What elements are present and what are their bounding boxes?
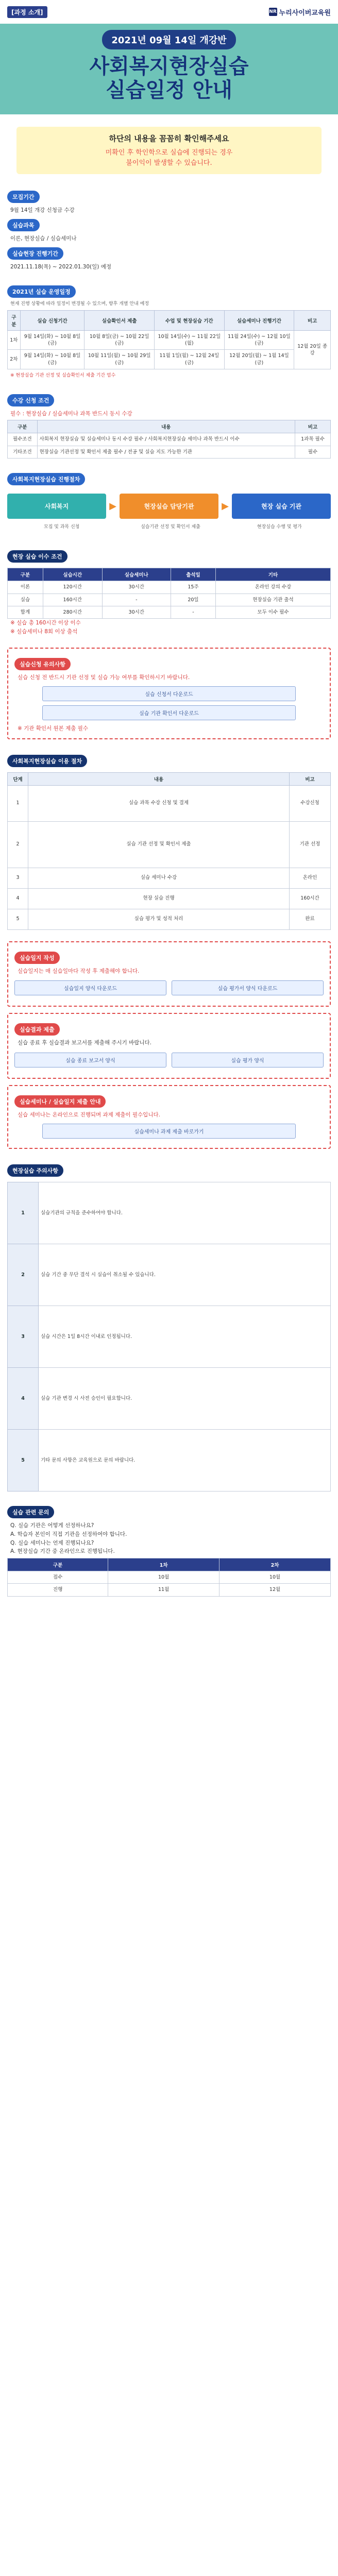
cell: 온라인 강의 수강 — [215, 581, 330, 594]
faq-item: Q. 실습 기관은 어떻게 선정하나요? — [10, 1522, 94, 1529]
flow-step-2: 현장실습 담당기관 — [120, 494, 218, 519]
table-row — [8, 446, 331, 458]
cell: 실습 과목 수강 신청 및 결제 — [28, 785, 290, 821]
schedule-footnote: ※ 현장실습 기관 선정 및 실습확인서 제출 기간 엄수 — [10, 373, 116, 379]
flow-label-3: 현장실습 수행 및 평가 — [257, 524, 302, 530]
table-row — [8, 868, 331, 888]
table-row — [8, 1306, 331, 1367]
section-process — [0, 745, 338, 935]
cell: 필수 — [295, 446, 330, 458]
notice-line2: 미확인 후 학인학으로 실습에 진행되는 경우 — [105, 149, 233, 157]
cell: 10월 — [108, 1571, 219, 1584]
cell: 1 — [8, 785, 28, 821]
timetable-table — [7, 568, 331, 619]
cell: 10월 11일(월) ~ 10월 29일(금) — [84, 350, 155, 369]
arrow-right-icon: ▶ — [109, 500, 116, 512]
cell: 1차 — [8, 330, 21, 350]
cell: 실습 평가 및 성적 처리 — [28, 909, 290, 929]
timetable-title: 현장 실습 이수 조건 — [7, 550, 67, 563]
schedule-header: 실습확인서 제출 — [84, 310, 155, 330]
cell: 완료 — [290, 909, 331, 929]
cell: 11월 24일(수) ~ 12월 10일(금) — [224, 330, 294, 350]
table-row — [8, 581, 331, 594]
result-buttons — [14, 1053, 324, 1067]
hero-title-2: 실습일정 안내 — [106, 78, 232, 102]
cell: 3 — [8, 868, 28, 888]
caution-line2: ※ 기관 확인서 원본 제출 필수 — [18, 725, 89, 732]
process-title: 사회복지현장실습 이용 절차 — [7, 755, 87, 767]
req-header: 구분 — [8, 420, 38, 433]
cell: 현장실습 기관 출석 — [215, 594, 330, 606]
section-requirement — [0, 385, 338, 464]
cell: 12월 20일(월) ~ 1월 14일(금) — [224, 350, 294, 369]
caution-title: 실습신청 유의사항 — [14, 658, 71, 670]
result-title: 실습결과 제출 — [14, 1023, 60, 1036]
notice-box — [16, 127, 322, 174]
cell: 이론 — [8, 581, 43, 594]
cell: 진행 — [8, 1584, 108, 1596]
cell: 30시간 — [102, 606, 171, 619]
header-bar — [0, 0, 338, 24]
period-text: 2021.11.18(목) ~ 2022.01.30(일) 예정 — [10, 263, 112, 270]
section-notes — [0, 1155, 338, 1497]
process-table — [7, 772, 331, 930]
cell: 10월 8일(금) ~ 10월 22일(금) — [84, 330, 155, 350]
cell: - — [102, 594, 171, 606]
submit-box — [7, 941, 331, 1007]
result-line: 실습 종료 후 실습결과 보고서를 제출해 주시기 바랍니다. — [18, 1040, 151, 1046]
cell: 접수 — [8, 1571, 108, 1584]
notes-num: 4 — [8, 1367, 39, 1429]
cell: 11월 1일(월) ~ 12월 24일(금) — [155, 350, 225, 369]
proc-header: 비고 — [290, 772, 331, 785]
cell: 15주 — [171, 581, 215, 594]
table-row — [8, 888, 331, 909]
flow-title: 사회복지현장실습 진행절차 — [7, 473, 85, 485]
requirement-table — [7, 420, 331, 459]
seminar-box — [7, 1085, 331, 1149]
notice-line1: 하단의 내용을 꼼꼼히 확인해주세요 — [109, 134, 229, 143]
hero-title: 사회복지현장실습 — [89, 55, 249, 78]
cell: 9월 14일(화) ~ 10월 8일(금) — [20, 330, 84, 350]
section-target — [0, 181, 338, 276]
schedule-table — [7, 310, 331, 369]
cell: - — [171, 606, 215, 619]
cell: 30시간 — [102, 581, 171, 594]
table-row — [8, 1244, 331, 1306]
download-report-button[interactable]: 실습 종료 보고서 양식 — [14, 1053, 166, 1067]
cell: 4 — [8, 888, 28, 909]
flow-step-3: 현장 실습 기관 — [232, 494, 331, 519]
period-title: 실습현장 진행기간 — [7, 247, 63, 260]
schedule-title: 2021년 실습 운영일정 — [7, 285, 76, 298]
caution-box — [7, 648, 331, 739]
seminar-submit-button[interactable]: 실습세미나 과제 제출 바로가기 — [42, 1124, 296, 1139]
notes-table — [7, 1182, 331, 1492]
section-timetable — [0, 541, 338, 641]
course-tag: [과정 소개] — [7, 6, 47, 18]
cell: 수강신청 — [290, 785, 331, 821]
cell: 9월 14일(화) ~ 10월 8일(금) — [20, 350, 84, 369]
cell: 160시간 — [43, 594, 102, 606]
table-row — [8, 821, 331, 868]
requirement-title: 수강 신청 조건 — [7, 394, 54, 406]
result-box — [7, 1013, 331, 1079]
submit-line: 실습일지는 매 실습일마다 작성 후 제출해야 합니다. — [18, 968, 140, 974]
notes-num: 3 — [8, 1306, 39, 1367]
seminar-title: 실습세미나 / 실습일지 제출 안내 — [14, 1095, 106, 1108]
schedule-header: 실습세미나 진행기간 — [224, 310, 294, 330]
cell: 현장실습 기관선정 및 확인서 제출 필수 / 전공 및 실습 지도 가능한 기관 — [37, 446, 295, 458]
section-flow — [0, 464, 338, 541]
section-faq — [0, 1497, 338, 1602]
cell: 온라인 — [290, 868, 331, 888]
schedule-header: 비고 — [294, 310, 331, 330]
cell: 모두 이수 필수 — [215, 606, 330, 619]
cell: 120시간 — [43, 581, 102, 594]
table-row — [8, 1571, 331, 1584]
proc-header: 단계 — [8, 772, 28, 785]
flow-step-1: 사회복지 — [7, 494, 106, 519]
table-row — [8, 909, 331, 929]
requirement-text: 필수 : 현장실습 / 실습세미나 과목 반드시 동시 수강 — [10, 410, 132, 417]
table-row — [8, 785, 331, 821]
class-text: 이론, 현장실습 / 실습세미나 — [10, 235, 77, 242]
tt-header: 출석일 — [171, 568, 215, 581]
download-evaluation-button[interactable]: 실습 평가서 양식 다운로드 — [172, 980, 324, 995]
section-schedule — [0, 276, 338, 384]
cell: 현장 실습 진행 — [28, 888, 290, 909]
table-row — [8, 1367, 331, 1429]
faq-title: 실습 관련 문의 — [7, 1506, 54, 1518]
req-header: 내용 — [37, 420, 295, 433]
cell: 실습 시간은 1일 8시간 이내로 인정됩니다. — [39, 1306, 331, 1367]
cell: 5 — [8, 909, 28, 929]
faq-header: 2차 — [219, 1558, 331, 1571]
flow-label-2: 실습기관 선정 및 확인서 제출 — [141, 524, 200, 530]
cell: 기타 문의 사항은 교육원으로 문의 바랍니다. — [39, 1429, 331, 1491]
download-result-eval-button[interactable]: 실습 평가 양식 — [172, 1053, 324, 1067]
logo-icon: NR — [269, 8, 277, 16]
table-row — [8, 1584, 331, 1596]
seminar-line: 실습 세미나는 온라인으로 진행되며 과제 제출이 필수입니다. — [18, 1112, 160, 1118]
cell: 필수조건 — [8, 433, 38, 446]
table-row — [8, 606, 331, 619]
brand-logo[interactable] — [269, 7, 331, 17]
hero-subtitle: 2021년 09월 14일 개강반 — [102, 30, 235, 49]
cell: 기관 선정 — [290, 821, 331, 868]
download-journal-button[interactable]: 실습일지 양식 다운로드 — [14, 980, 166, 995]
cell: 2 — [8, 821, 28, 868]
faq-item: A. 현장실습 기간 중 온라인으로 진행됩니다. — [10, 1548, 115, 1555]
notes-num: 2 — [8, 1244, 39, 1306]
cell: 20일 — [171, 594, 215, 606]
proc-header: 내용 — [28, 772, 290, 785]
cell: 160시간 — [290, 888, 331, 909]
cell: 실습 기간 중 무단 결석 시 실습이 취소될 수 있습니다. — [39, 1244, 331, 1306]
table-row — [8, 330, 331, 350]
req-header: 비고 — [295, 420, 330, 433]
download-application-button[interactable]: 실습 신청서 다운로드 — [42, 686, 296, 701]
download-confirmation-button[interactable]: 실습 기관 확인서 다운로드 — [42, 705, 296, 720]
cell: 기타조건 — [8, 446, 38, 458]
timetable-note2: ※ 실습세미나 8회 이상 출석 — [10, 629, 78, 635]
submit-title: 실습일지 작성 — [14, 952, 60, 964]
timetable-note1: ※ 실습 총 160시간 이상 이수 — [10, 620, 81, 626]
tt-header: 구분 — [8, 568, 43, 581]
schedule-header: 구분 — [8, 310, 21, 330]
faq-header: 1차 — [108, 1558, 219, 1571]
cell: 2차 — [8, 350, 21, 369]
tt-header: 실습세미나 — [102, 568, 171, 581]
table-row — [8, 350, 331, 369]
tt-header: 실습시간 — [43, 568, 102, 581]
flow-labels — [7, 524, 331, 531]
table-row — [8, 594, 331, 606]
faq-table — [7, 1558, 331, 1597]
hero-banner — [0, 24, 338, 114]
target-text: 9월 14일 개강 신청금 수강 — [10, 207, 75, 213]
arrow-right-icon: ▶ — [222, 500, 229, 512]
cell: 실습 기관 변경 시 사전 승인이 필요합니다. — [39, 1367, 331, 1429]
schedule-note: 현재 진행 상황에 따라 일정이 변경될 수 있으며, 향후 개별 안내 예정 — [10, 301, 149, 307]
tt-header: 기타 — [215, 568, 330, 581]
cell: 11월 — [108, 1584, 219, 1596]
table-row — [8, 433, 331, 446]
faq-item: Q. 실습 세미나는 언제 진행되나요? — [10, 1539, 94, 1546]
class-title: 실습과목 — [7, 219, 40, 231]
cell: 1과목 필수 — [295, 433, 330, 446]
schedule-header: 실습 신청기간 — [20, 310, 84, 330]
notes-num: 1 — [8, 1182, 39, 1244]
cell: 10월 14일(수) ~ 11월 22일(월) — [155, 330, 225, 350]
table-row — [8, 1182, 331, 1244]
cell: 실습 기관 선정 및 확인서 제출 — [28, 821, 290, 868]
cell: 사회복지 현장실습 및 실습세미나 동시 수강 필수 / 사회복지현장실습 세미나 과목 반드시 이수 — [37, 433, 295, 446]
cell: 12월 20일 종강 — [294, 330, 331, 369]
table-row — [8, 1429, 331, 1491]
logo-text: 누리사이버교육원 — [279, 9, 331, 17]
cell: 실습 — [8, 594, 43, 606]
notes-num: 5 — [8, 1429, 39, 1491]
faq-item: A. 학습자 본인이 직접 기관을 선정하여야 합니다. — [10, 1531, 127, 1537]
cell: 합계 — [8, 606, 43, 619]
caution-line1: 실습 신청 전 반드시 기관 선정 및 실습 가능 여부를 확인하시기 바랍니다. — [18, 674, 190, 681]
cell: 12월 — [219, 1584, 331, 1596]
cell: 280시간 — [43, 606, 102, 619]
notice-line3: 불이익이 발생할 수 있습니다. — [126, 159, 212, 167]
flow-label-1: 모집 및 과목 신청 — [43, 524, 80, 530]
cell: 실습기관의 규칙을 준수하여야 합니다. — [39, 1182, 331, 1244]
target-title: 모집기간 — [7, 191, 40, 203]
flow-diagram — [7, 494, 331, 519]
cell: 실습 세미나 수강 — [28, 868, 290, 888]
cell: 10월 — [219, 1571, 331, 1584]
submit-buttons — [14, 980, 324, 995]
notes-title: 현장실습 주의사항 — [7, 1164, 63, 1177]
faq-header: 구분 — [8, 1558, 108, 1571]
schedule-header: 수업 및 현장실습 기간 — [155, 310, 225, 330]
